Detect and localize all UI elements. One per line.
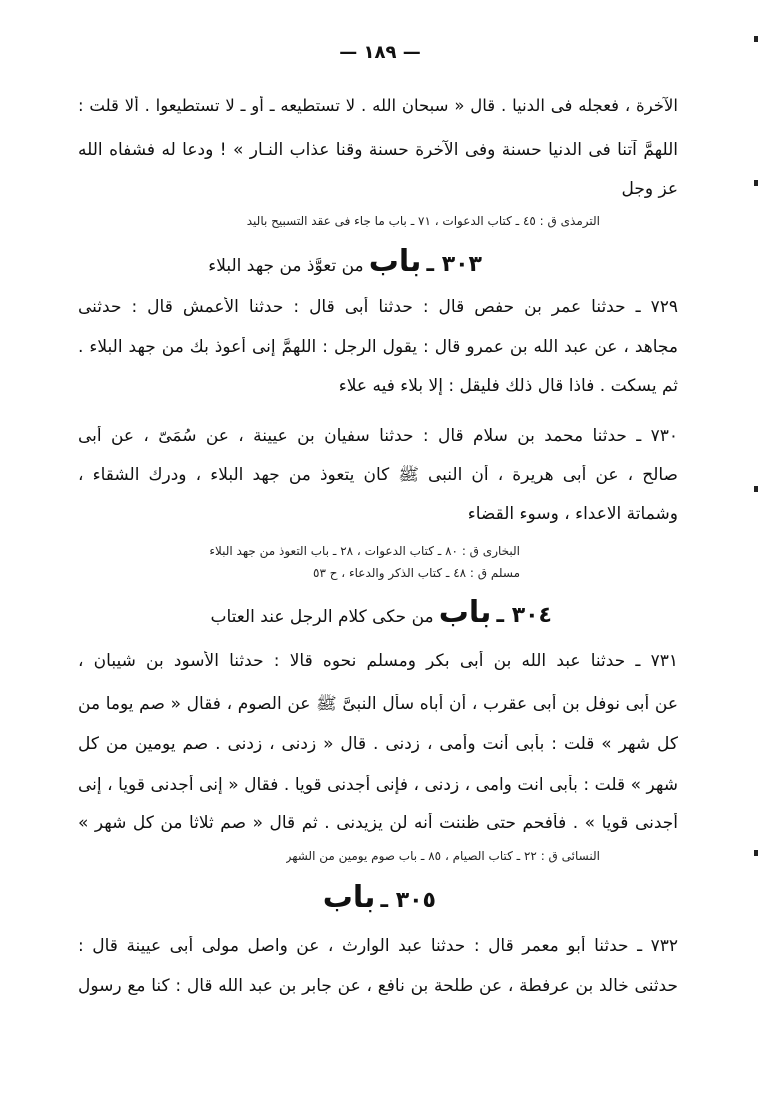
chapter-title: من حكى كلام الرجل عند العتاب — [210, 607, 434, 627]
chapter-bab-label: باب — [438, 595, 492, 630]
chapter-bab-label: باب — [322, 880, 376, 915]
chapter-number: ٣٠٤ ـ — [496, 603, 552, 628]
chapter-title: من تعوَّذ من جهد البلاء — [208, 256, 364, 276]
source-note: مسلم ق : ٤٨ ـ كتاب الذكر والدعاء ، ح ٥٣ — [313, 566, 520, 580]
text-line: كل شهر » قلت : بأبى أنت وأمى ، زدنى . قال « زدنى ، زدنى . صم يومين من كل — [78, 734, 678, 754]
text-line: أجدنى قويا » . فأفحم حتى ظننت أنه لن يزيدنى . ثم قال « صم ثلاثا من كل شهر » — [78, 813, 678, 833]
source-note: البخارى ق : ٨٠ ـ كتاب الدعوات ، ٢٨ ـ باب التعوذ من جهد البلاء — [209, 544, 520, 558]
scan-edge-mark — [754, 180, 758, 186]
chapter-number: ٣٠٣ ـ — [426, 252, 482, 277]
text-line: عن أبى نوفل بن أبى عقرب ، أن أباه سأل النبىَّ ﷺ عن الصوم ، فقال « صم يوما من — [78, 694, 678, 714]
text-line: وشماتة الاعداء ، وسوء القضاء — [467, 504, 678, 524]
text-line: ٧٢٩ ـ حدثنا عمر بن حفص قال : حدثنا أبى قال : حدثنا الأعمش قال : حدثنى — [78, 297, 678, 317]
text-line: ٧٣١ ـ حدثنا عبد الله بن أبى بكر ومسلم نحوه قالا : حدثنا الأسود بن شيبان ، — [78, 651, 678, 671]
text-line: شهر » قلت : بأبى انت وامى ، زدنى ، فإنى أجدنى قويا . فقال « إنى أجدنى قويا ، إنى — [78, 775, 678, 795]
text-line: ٧٣٢ ـ حدثنا أبو معمر قال : حدثنا عبد الوارث ، عن واصل مولى أبى عيينة قال : — [78, 936, 678, 956]
chapter-bab-label: باب — [368, 244, 422, 279]
source-note: الترمذى ق : ٤٥ ـ كتاب الدعوات ، ٧١ ـ باب ما جاء فى عقد التسبيح باليد — [246, 214, 600, 228]
chapter-heading-304 — [210, 595, 552, 630]
page-number: — ١٨٩ — — [339, 42, 421, 63]
text-line: ٧٣٠ ـ حدثنا محمد بن سلام قال : حدثنا سفيان بن عيينة ، عن سُمَىّ ، عن أبى — [78, 426, 678, 446]
text-line: الآخرة ، فعجله فى الدنيا . قال « سبحان الله . لا تستطيعه ـ أو ـ لا تستطيعوا . ألا قلت : — [78, 96, 678, 115]
scan-edge-mark — [754, 486, 758, 492]
scan-edge-mark — [754, 36, 758, 42]
text-line: اللهمَّ آتنا فى الدنيا حسنة وفى الآخرة حسنة وقنا عذاب النـار » ! ودعا له فشفاه الله — [78, 140, 678, 160]
text-line: صالح ، عن أبى هريرة ، أن النبى ﷺ كان يتعوذ من جهد البلاء ، ودرك الشقاء ، — [78, 465, 678, 485]
source-note: النسائى ق : ٢٢ ـ كتاب الصيام ، ٨٥ ـ باب صوم يومين من الشهر — [285, 849, 600, 863]
scan-edge-mark — [754, 850, 758, 856]
text-line: عز وجل — [621, 179, 678, 199]
chapter-number: ٣٠٥ ـ — [380, 888, 436, 913]
text-line: ثم يسكت . فاذا قال ذلك فليقل : إلا بلاء فيه علاء — [338, 376, 678, 396]
text-line: حدثنى خالد بن عرفطة ، عن طلحة بن نافع ، عن جابر بن عبد الله قال : كنا مع رسول — [78, 976, 678, 996]
text-line: مجاهد ، عن عبد الله بن عمرو قال : يقول الرجل : اللهمَّ إنى أعوذ بك من جهد البلاء . — [78, 337, 678, 357]
chapter-heading-303 — [208, 244, 482, 279]
chapter-heading-305 — [323, 880, 436, 915]
